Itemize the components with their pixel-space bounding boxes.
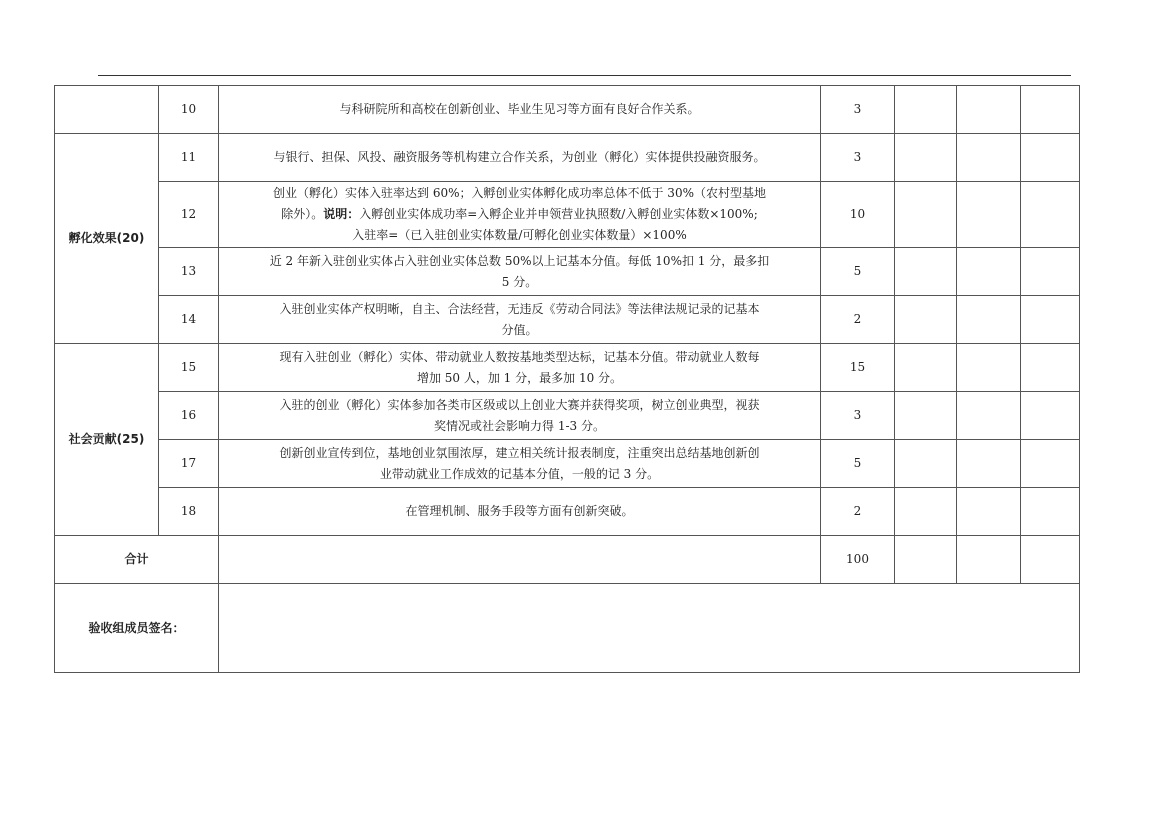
table-row: [55, 392, 1080, 440]
score-cell[interactable]: [895, 248, 957, 296]
item-description: 与银行、担保、风投、融资服务等机构建立合作关系，为创业（孵化）实体提供投融资服务。: [219, 134, 821, 182]
table-row: [55, 440, 1080, 488]
description-line: 入驻率=（已入驻创业实体数量/可孵化创业实体数量）×100%: [352, 228, 687, 242]
category-cell: [55, 86, 159, 134]
signature-label: 验收组成员签名：: [55, 584, 219, 673]
score-cell[interactable]: [957, 182, 1021, 248]
description-line: 入驻的创业（孵化）实体参加各类市区级或以上创业大赛并获得奖项，树立创业典型，视获: [279, 397, 760, 412]
standard-score: 3: [821, 86, 895, 134]
total-label: 合计: [55, 536, 219, 584]
score-cell[interactable]: [957, 488, 1021, 536]
category-label: 孵化效果(20): [55, 134, 159, 344]
score-cell[interactable]: [895, 488, 957, 536]
score-cell[interactable]: [1021, 134, 1080, 182]
table-row: [55, 86, 1080, 134]
standard-score: 5: [821, 440, 895, 488]
score-cell[interactable]: [1021, 536, 1080, 584]
score-cell[interactable]: [895, 182, 957, 248]
item-description: [219, 296, 821, 344]
score-cell[interactable]: [957, 296, 1021, 344]
table-row: [55, 344, 1080, 392]
item-number: 16: [159, 392, 219, 440]
total-score: 100: [821, 536, 895, 584]
description-text: 入孵创业实体成功率=入孵企业并申领营业执照数/入孵创业实体数×100%;: [359, 207, 758, 221]
score-cell[interactable]: [895, 344, 957, 392]
description-line: [225, 204, 814, 225]
item-description: [219, 182, 821, 248]
item-description: [219, 344, 821, 392]
standard-score: 2: [821, 296, 895, 344]
description-line: 分值。: [501, 322, 538, 337]
score-cell[interactable]: [895, 134, 957, 182]
score-cell[interactable]: [957, 86, 1021, 134]
score-cell[interactable]: [1021, 182, 1080, 248]
standard-score: 10: [821, 182, 895, 248]
description-line: 近 2 年新入驻创业实体占入驻创业实体总数 50%以上记基本分值。每低 10%扣 1 分，最多扣: [269, 253, 770, 268]
table-row: [55, 134, 1080, 182]
score-cell[interactable]: [1021, 86, 1080, 134]
item-description: 与科研院所和高校在创新创业、毕业生见习等方面有良好合作关系。: [219, 86, 821, 134]
description-line: 业带动就业工作成效的记基本分值，一般的记 3 分。: [379, 466, 660, 481]
score-cell[interactable]: [1021, 344, 1080, 392]
item-description: [219, 248, 821, 296]
item-number: 17: [159, 440, 219, 488]
item-description: 在管理机制、服务手段等方面有创新突破。: [219, 488, 821, 536]
table-row: [55, 296, 1080, 344]
item-number: 15: [159, 344, 219, 392]
item-number: 14: [159, 296, 219, 344]
standard-score: 3: [821, 134, 895, 182]
signature-field[interactable]: [219, 584, 1080, 673]
description-line: 创业（孵化）实体入驻率达到 60%；入孵创业实体孵化成功率总体不低于 30%（农村型基地: [273, 186, 766, 200]
item-number: 11: [159, 134, 219, 182]
score-cell[interactable]: [895, 86, 957, 134]
score-cell[interactable]: [895, 392, 957, 440]
signature-row: [55, 584, 1080, 673]
score-cell[interactable]: [957, 344, 1021, 392]
item-description: [219, 440, 821, 488]
score-cell[interactable]: [895, 536, 957, 584]
category-label: 社会贡献(25): [55, 344, 159, 536]
description-line: 创新创业宣传到位，基地创业氛围浓厚，建立相关统计报表制度，注重突出总结基地创新创: [279, 445, 760, 460]
score-cell[interactable]: [1021, 296, 1080, 344]
description-line: 5 分。: [501, 274, 538, 289]
standard-score: 5: [821, 248, 895, 296]
description-line: 奖情况或社会影响力得 1-3 分。: [434, 418, 605, 433]
description-text: 除外）。: [281, 207, 324, 221]
score-cell[interactable]: [957, 392, 1021, 440]
item-description: [219, 392, 821, 440]
table-row: [55, 488, 1080, 536]
score-cell[interactable]: [1021, 488, 1080, 536]
score-cell[interactable]: [957, 440, 1021, 488]
description-line: 增加 50 人，加 1 分，最多加 10 分。: [416, 370, 623, 385]
score-cell[interactable]: [1021, 392, 1080, 440]
header-rule: [98, 75, 1071, 76]
item-number: 18: [159, 488, 219, 536]
description-line: 入驻创业实体产权明晰，自主、合法经营，无违反《劳动合同法》等法律法规记录的记基本: [279, 301, 760, 316]
score-cell[interactable]: [957, 248, 1021, 296]
standard-score: 15: [821, 344, 895, 392]
score-cell[interactable]: [895, 296, 957, 344]
score-cell[interactable]: [1021, 440, 1080, 488]
description-line: 现有入驻创业（孵化）实体、带动就业人数按基地类型达标，记基本分值。带动就业人数每: [279, 349, 760, 364]
total-blank-cell: [219, 536, 821, 584]
table-row: [55, 248, 1080, 296]
standard-score: 2: [821, 488, 895, 536]
item-number: 10: [159, 86, 219, 134]
score-cell[interactable]: [957, 536, 1021, 584]
item-number: 12: [159, 182, 219, 248]
table-row: [55, 182, 1080, 248]
total-row: [55, 536, 1080, 584]
score-cell[interactable]: [1021, 248, 1080, 296]
note-label: 说明：: [323, 207, 360, 221]
standard-score: 3: [821, 392, 895, 440]
scoring-table: [54, 85, 1080, 673]
item-number: 13: [159, 248, 219, 296]
score-cell[interactable]: [957, 134, 1021, 182]
score-cell[interactable]: [895, 440, 957, 488]
